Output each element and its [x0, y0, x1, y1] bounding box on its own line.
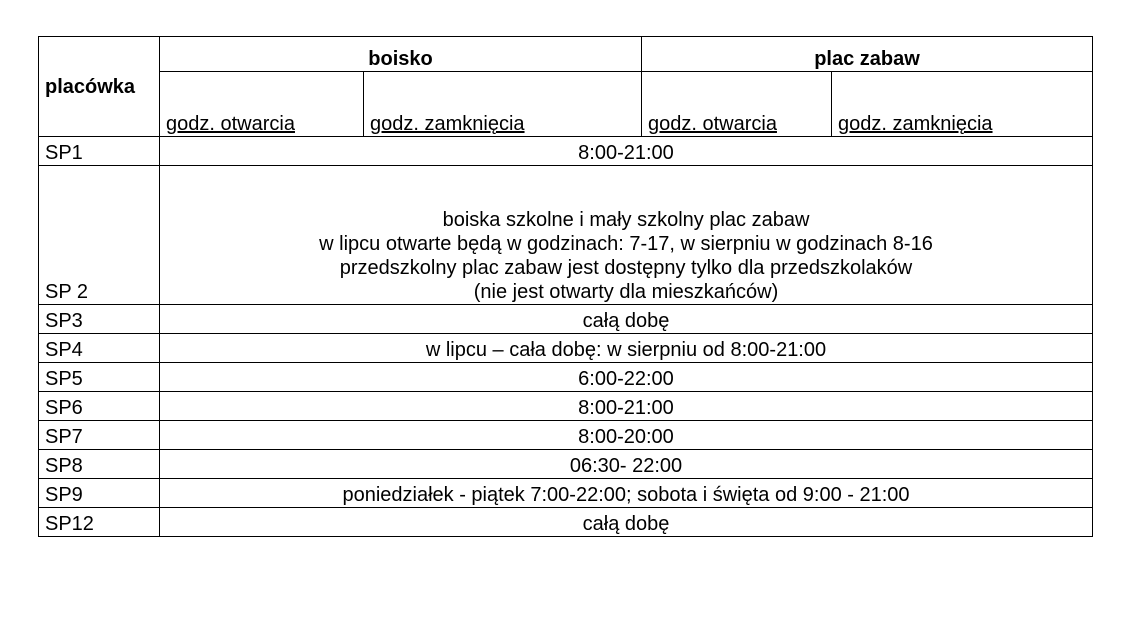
- row-value: całą dobę: [160, 508, 1093, 537]
- row-value: 8:00-20:00: [160, 421, 1093, 450]
- table-row: [39, 305, 1093, 334]
- row-label: SP8: [39, 450, 160, 479]
- row-label: SP5: [39, 363, 160, 392]
- header-plac-close: godz. zamknięcia: [832, 72, 1093, 137]
- table-row: [39, 421, 1093, 450]
- row-value: 06:30- 22:00: [160, 450, 1093, 479]
- header-boisko-close: godz. zamknięcia: [364, 72, 642, 137]
- row-label: SP4: [39, 334, 160, 363]
- table-row: [39, 479, 1093, 508]
- row-label: SP6: [39, 392, 160, 421]
- header-plac-open: godz. otwarcia: [642, 72, 832, 137]
- row-value-line: w lipcu otwarte będą w godzinach: 7-17, w sierpniu w godzinach 8-16: [319, 233, 933, 255]
- table-row: [39, 137, 1093, 166]
- header-boisko-open: godz. otwarcia: [160, 72, 364, 137]
- row-value-line: przedszkolny plac zabaw jest dostępny tylko dla przedszkolaków: [339, 257, 913, 279]
- header-placowka: placówka: [39, 37, 160, 137]
- row-value: 8:00-21:00: [160, 392, 1093, 421]
- row-value: [160, 166, 1093, 305]
- row-label: SP12: [39, 508, 160, 537]
- row-label: SP1: [39, 137, 160, 166]
- table-row: [39, 508, 1093, 537]
- header-boisko: boisko: [160, 37, 642, 72]
- row-value-line: boiska szkolne i mały szkolny plac zabaw: [442, 209, 810, 231]
- table-row: [39, 392, 1093, 421]
- row-label: SP9: [39, 479, 160, 508]
- header-plac-zabaw: plac zabaw: [642, 37, 1093, 72]
- table-row: [39, 363, 1093, 392]
- row-value: poniedziałek - piątek 7:00-22:00; sobota i święta od 9:00 - 21:00: [160, 479, 1093, 508]
- row-value: całą dobę: [160, 305, 1093, 334]
- row-label: SP 2: [39, 166, 160, 305]
- table-row: [39, 450, 1093, 479]
- row-label: SP7: [39, 421, 160, 450]
- row-value: w lipcu – cała dobę: w sierpniu od 8:00-21:00: [160, 334, 1093, 363]
- header-row-sub: [39, 72, 1093, 137]
- table-row: [39, 334, 1093, 363]
- header-row-groups: [39, 37, 1093, 72]
- row-value-line: (nie jest otwarty dla mieszkańców): [473, 281, 779, 303]
- row-label: SP3: [39, 305, 160, 334]
- row-value: 6:00-22:00: [160, 363, 1093, 392]
- row-value: 8:00-21:00: [160, 137, 1093, 166]
- opening-hours-table: [38, 36, 1093, 537]
- table-row: [39, 166, 1093, 305]
